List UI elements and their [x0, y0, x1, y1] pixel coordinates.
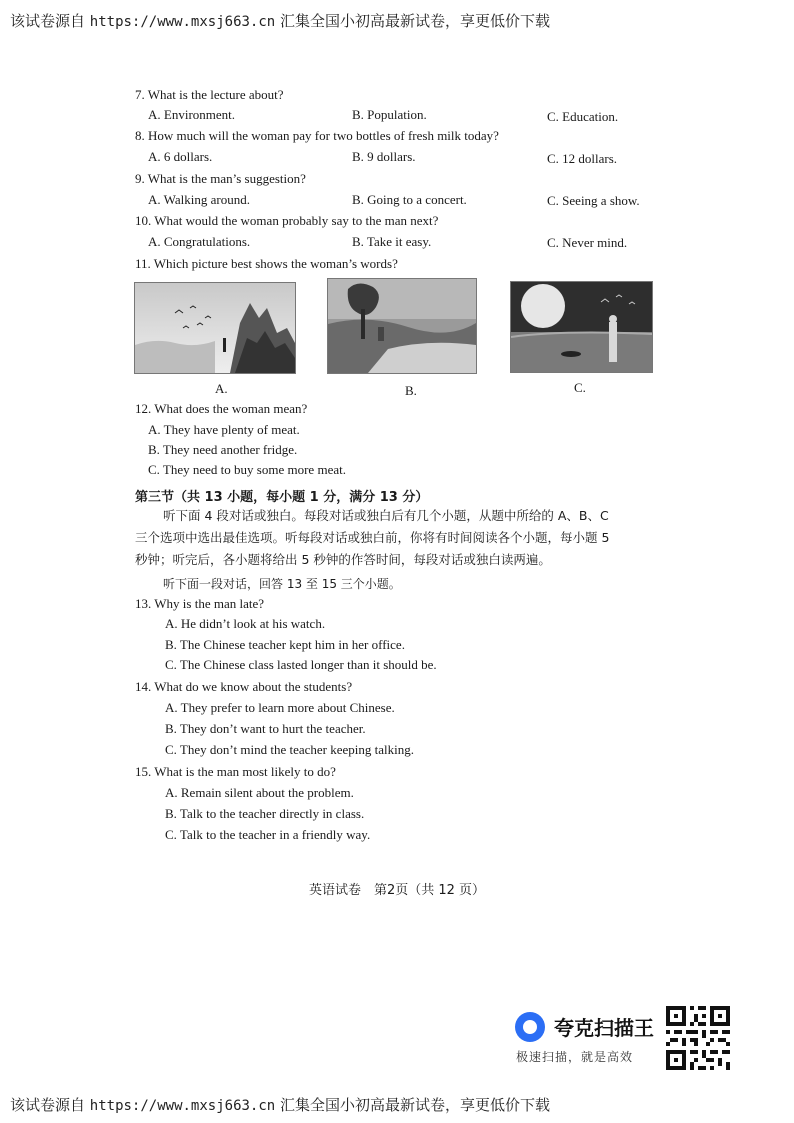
section-3-title: 第三节（共 13 小题，每小题 1 分，满分 13 分） [135, 490, 429, 505]
question-13: 13. Why is the man late? [135, 596, 265, 611]
question-14-option-b: B. They don’t want to hurt the teacher. [165, 721, 366, 736]
banner-suffix: 汇集全国小初高最新试卷，享更低价下载 [275, 12, 550, 30]
question-11: 11. Which picture best shows the woman’s words? [135, 256, 398, 271]
question-9: 9. What is the man’s suggestion? [135, 171, 306, 186]
logo-name: 夸克扫描王 [554, 1016, 654, 1040]
question-13-option-a: A. He didn’t look at his watch. [165, 616, 326, 631]
banner-url-link[interactable]: https://www.mxsj663.cn [89, 1098, 276, 1114]
logo-slogan: 极速扫描，就是高效 [516, 1050, 634, 1064]
picture-b-label: B. [405, 383, 417, 398]
banner-prefix: 该试卷源自 [10, 1096, 90, 1114]
question-14-option-c: C. They don’t mind the teacher keeping talking. [165, 742, 414, 757]
page-footer: 英语试卷 第2页（共 12 页） [308, 883, 486, 898]
question-8-option-c: C. 12 dollars. [547, 151, 618, 166]
question-9-option-c: C. Seeing a show. [547, 193, 640, 208]
source-banner-top [10, 10, 550, 31]
question-7: 7. What is the lecture about? [135, 87, 284, 102]
question-12-option-a: A. They have plenty of meat. [148, 422, 300, 437]
section-3-instruction-line-2: 三个选项中选出最佳选项。听每段对话或独白前，你将有时间阅读各个小题，每小题 5 [135, 530, 610, 545]
picture-a-ink-landscape [134, 282, 296, 374]
question-12-option-c: C. They need to buy some more meat. [148, 462, 346, 477]
question-13-option-c: C. The Chinese class lasted longer than it should be. [165, 657, 437, 672]
question-7-option-b: B. Population. [352, 107, 427, 122]
question-10: 10. What would the woman probably say to the man next? [135, 213, 439, 228]
question-10-option-c: C. Never mind. [547, 235, 628, 250]
question-10-option-a: A. Congratulations. [148, 234, 251, 249]
question-15-option-a: A. Remain silent about the problem. [165, 785, 354, 800]
quark-scan-logo-icon [515, 1012, 545, 1042]
picture-c-label: C. [574, 380, 586, 395]
question-14: 14. What do we know about the students? [135, 679, 353, 694]
source-banner-bottom [10, 1094, 550, 1115]
question-13-option-b: B. The Chinese teacher kept him in her office. [165, 637, 405, 652]
question-12: 12. What does the woman mean? [135, 401, 308, 416]
section-3-instruction-line-1: 听下面 4 段对话或独白。每段对话或独白后有几个小题，从题中所给的 A、B、C [163, 508, 609, 523]
question-8-option-b: B. 9 dollars. [352, 149, 416, 164]
banner-url-link[interactable]: https://www.mxsj663.cn [89, 14, 276, 30]
qr-code-icon [666, 1006, 730, 1070]
question-7-option-c: C. Education. [547, 109, 619, 124]
question-15: 15. What is the man most likely to do? [135, 764, 336, 779]
question-8: 8. How much will the woman pay for two bottles of fresh milk today? [135, 128, 499, 143]
picture-a-label: A. [215, 381, 228, 396]
question-14-option-a: A. They prefer to learn more about Chinese. [165, 700, 395, 715]
question-12-option-b: B. They need another fridge. [148, 442, 298, 457]
question-9-option-b: B. Going to a concert. [352, 192, 467, 207]
picture-b-riverside-scene [327, 278, 477, 374]
banner-prefix: 该试卷源自 [10, 12, 90, 30]
question-15-option-c: C. Talk to the teacher in a friendly way. [165, 827, 371, 842]
picture-c-moonlit-night [510, 281, 653, 373]
section-3-instruction-line-3: 秒钟；听完后，各小题将给出 5 秒钟的作答时间，每段对话或独白读两遍。 [135, 552, 551, 567]
question-9-option-a: A. Walking around. [148, 192, 250, 207]
section-3-sub-instruction: 听下面一段对话，回答 13 至 15 三个小题。 [163, 577, 401, 591]
question-8-option-a: A. 6 dollars. [148, 149, 213, 164]
question-10-option-b: B. Take it easy. [352, 234, 432, 249]
question-7-option-a: A. Environment. [148, 107, 236, 122]
question-15-option-b: B. Talk to the teacher directly in class. [165, 806, 365, 821]
quark-scanner-watermark [512, 1006, 742, 1070]
banner-suffix: 汇集全国小初高最新试卷，享更低价下载 [275, 1096, 550, 1114]
